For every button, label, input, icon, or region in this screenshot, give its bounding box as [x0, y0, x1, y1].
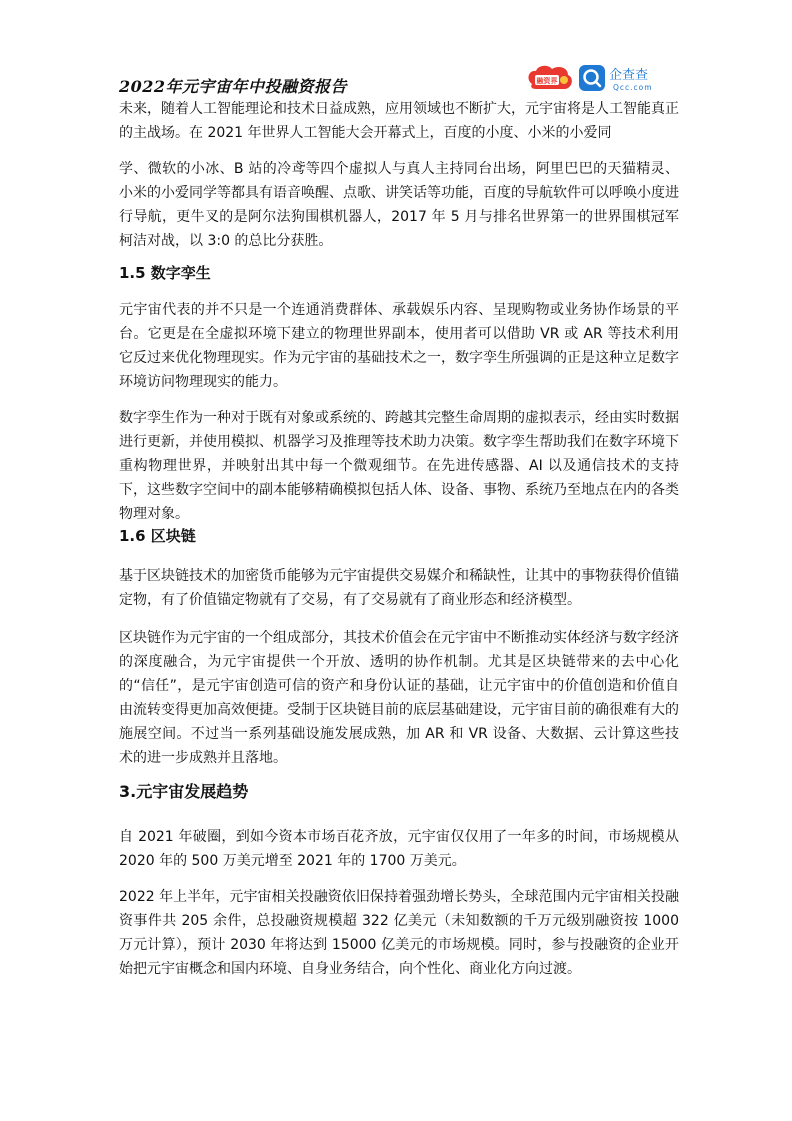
paragraph-blockchain-1: 基于区块链技术的加密货币能够为元宇宙提供交易媒介和稀缺性，让其中的事物获得价值锚定物，有了价值锚定物就有了交易，有了交易就有了商业形态和经济模型。	[119, 568, 679, 608]
section-heading-blockchain: 1.6 区块链	[119, 527, 196, 545]
paragraph-trends-1: 自 2021 年破圈，到如今资本市场百花齐放，元宇宙仅仅用了一年多的时间，市场规模从 2020 年的 500 万美元增至 2021 年的 1700 万美元。	[119, 829, 679, 869]
svg-text:Qcc.com: Qcc.com	[613, 83, 653, 92]
paragraph-digital-twin-1: 元宇宙代表的并不只是一个连通消费群体、承载娱乐内容、呈现购物或业务协作场景的平台。它更是在全虚拟环境下建立的物理世界副本，使用者可以借助 VR 或 AR 等技术利用它反过来优化物理现实。作为元宇宙的基础技术之一，数字孪生所强调的正是这种立足数字环境访问物理现实的能力。	[119, 302, 679, 390]
svg-text:融资界: 融资界	[536, 77, 558, 85]
paragraph-ai-1: 未来，随着人工智能理论和技术日益成熟，应用领域也不断扩大，元宇宙将是人工智能真正的主战场。在 2021 年世界人工智能大会开幕式上，百度的小度、小米的小爱同	[119, 101, 679, 141]
report-title: 2022年元宇宙年中投融资报告	[119, 77, 348, 96]
section-heading-trends: 3.元宇宙发展趋势	[119, 782, 249, 801]
svg-text:企查查: 企查查	[609, 68, 649, 83]
paragraph-digital-twin-2: 数字孪生作为一种对于既有对象或系统的、跨越其完整生命周期的虚拟表示，经由实时数据进行更新，并使用模拟、机器学习及推理等技术助力决策。数字孪生帮助我们在数字环境下重构物理世界，并映射出其中每一个微观细节。在先进传感器、AI 以及通信技术的支持下，这些数字空间中的副本能够精确模拟包括人体、设备、事物、系统乃至地点在内的各类物理对象。	[119, 410, 679, 522]
section-heading-digital-twin: 1.5 数字孪生	[119, 264, 211, 282]
rongzijie-logo	[526, 64, 574, 94]
paragraph-ai-2: 学、微软的小冰、B 站的冷鸢等四个虚拟人与真人主持同台出场，阿里巴巴的天猫精灵、小米的小爱同学等都具有语音唤醒、点歌、讲笑话等功能，百度的导航软件可以呼唤小度进行导航，更牛叉的是阿尔法狗围棋机器人，2017 年 5 月与排名世界第一的世界围棋冠军柯洁对战，以 3:0 的总比分获胜。	[119, 161, 679, 249]
paragraph-blockchain-2: 区块链作为元宇宙的一个组成部分，其技术价值会在元宇宙中不断推动实体经济与数字经济的深度融合，为元宇宙提供一个开放、透明的协作机制。尤其是区块链带来的去中心化的“信任”，是元宇宙创造可信的资产和身份认证的基础，让元宇宙中的价值创造和价值自由流转变得更加高效便捷。受制于区块链目前的底层基础建设，元宇宙目前的确很难有大的施展空间。不过当一系列基础设施发展成熟，加 AR 和 VR 设备、大数据、云计算这些技术的进一步成熟并且落地。	[119, 630, 679, 766]
paragraph-trends-2: 2022 年上半年，元宇宙相关投融资依旧保持着强劲增长势头，全球范围内元宇宙相关投融资事件共 205 余件，总投融资规模超 322 亿美元（未知数额的千万元级别融资按 1000 万元计算），预计 2030 年将达到 15000 亿美元的市场规模。同时，参与投融资的企业开始把元宇宙概念和国内环境、自身业务结合，向个性化、商业化方向过渡。	[119, 889, 679, 977]
qcc-logo	[578, 64, 676, 94]
